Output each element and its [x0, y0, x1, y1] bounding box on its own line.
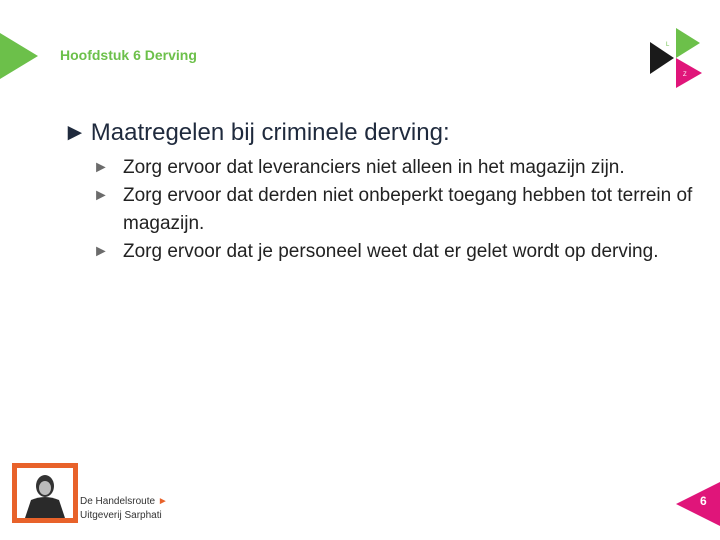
bullet-arrow-icon: ► — [93, 159, 109, 176]
logo-letter-bottom: Z — [683, 72, 687, 78]
bullet-arrow-icon: ► — [93, 187, 109, 204]
publisher-arrow-icon: ► — [157, 496, 168, 507]
bullet-text: Zorg ervoor dat leveranciers niet alleen in het magazijn zijn. — [123, 157, 625, 178]
bullet-item — [93, 238, 713, 266]
logo-letter-top: L — [666, 42, 670, 48]
publisher-name-line2: Uitgeverij Sarphati — [80, 510, 162, 521]
lz-logo — [648, 26, 708, 90]
slide-heading — [63, 119, 450, 147]
logo-black-triangle — [650, 42, 674, 74]
green-triangle-decoration — [0, 33, 38, 79]
chapter-title: Hoofdstuk 6 Derving — [60, 47, 197, 63]
heading-arrow-icon: ► — [63, 119, 87, 146]
bullet-item — [93, 182, 713, 238]
bullet-list — [93, 154, 713, 266]
bullet-item — [93, 154, 713, 182]
heading-text: Maatregelen bij criminele derving: — [90, 119, 450, 146]
page-number: 6 — [700, 494, 707, 508]
bullet-text: Zorg ervoor dat derden niet onbeperkt toegang hebben tot terrein of magazijn. — [123, 185, 693, 234]
publisher-name-line1: De Handelsroute ► — [80, 496, 168, 507]
logo-green-triangle — [676, 28, 700, 58]
logo-magenta-triangle — [676, 58, 702, 88]
portrait-icon — [17, 468, 73, 518]
bullet-text: Zorg ervoor dat je personeel weet dat er gelet wordt op derving. — [123, 241, 659, 262]
publisher-portrait-logo — [12, 463, 78, 523]
page-number-badge — [676, 482, 720, 526]
bullet-arrow-icon: ► — [93, 243, 109, 260]
